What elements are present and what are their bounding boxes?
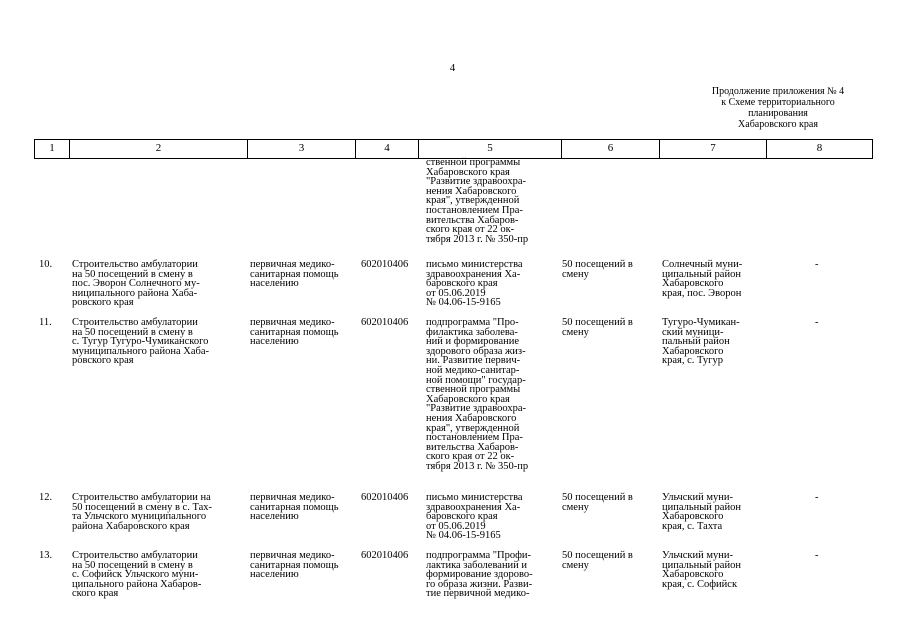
object-basis: письмо министерства здравоохранения Ха- баровского края от 05.06.2019 № 04.06-15-9165 (426, 259, 523, 309)
header-cell: 3 (248, 140, 356, 158)
row-number: 12. (39, 492, 53, 503)
object-location: Солнечный муни- ципальный район Хабаровского края, пос. Эворон (662, 259, 743, 299)
object-code: 602010406 (361, 550, 409, 561)
header-cell: 6 (562, 140, 660, 158)
row-number: 11. (39, 317, 52, 328)
header-cell: 8 (767, 140, 873, 158)
object-type: первичная медико- санитарная помощь населению (250, 317, 339, 348)
object-basis: подпрограмма "Про- филактика заболева- ний и формирование здорового образа жиз- ни. Развитие первич- ной медико-санитар- ной помощи" государ- ственной программы Хабаровского края "Развитие здравоохра- нения Хабаровского края", утвержденной постановлением Пра- вительства Хабаров- ского края от 22 ок- тября 2013 г. № 350-пр (426, 317, 529, 472)
object-capacity: 50 посещений в смену (562, 317, 633, 338)
appendix-line: Хабаровского края (738, 119, 818, 130)
page-number: 4 (449, 62, 456, 74)
object-code: 602010406 (361, 317, 409, 328)
header-cell: 4 (356, 140, 419, 158)
continuation-cell: ственной программы Хабаровского края "Развитие здравоохра- нения Хабаровского края", утвержденной постановлением Пра- вительства Хабаров- ского края от 22 ок- тября 2013 г. № 350-пр (426, 157, 529, 245)
object-type: первичная медико- санитарная помощь населению (250, 492, 339, 523)
object-location: Тугуро-Чумикан- ский муници- пальный район Хабаровского края, с. Тугур (662, 317, 740, 367)
object-extra: - (815, 259, 819, 270)
object-capacity: 50 посещений в смену (562, 550, 633, 571)
object-name: Строительство амбулатории на 50 посещений в смену в пос. Эворон Солнечного му- ниципального района Хаба- ровского края (72, 259, 200, 309)
object-extra: - (815, 492, 819, 503)
object-code: 602010406 (361, 259, 409, 270)
object-code: 602010406 (361, 492, 409, 503)
object-name: Строительство амбулатории на 50 посещений в смену в с. Тугур Тугуро-Чумиканского муниципального района Хаба- ровского края (72, 317, 209, 367)
table-header (34, 139, 873, 159)
row-number: 10. (39, 259, 53, 270)
row-number: 13. (39, 550, 53, 561)
object-type: первичная медико- санитарная помощь населению (250, 550, 339, 581)
object-extra: - (815, 550, 819, 561)
object-location: Ульчский муни- ципальный район Хабаровского края, с. Софийск (662, 550, 741, 590)
appendix-note (690, 86, 866, 130)
object-name: Строительство амбулатории на 50 посещений в смену в с. Тах- та Ульчского муниципального района Хабаровского края (72, 492, 213, 532)
object-basis: письмо министерства здравоохранения Ха- баровского края от 05.06.2019 № 04.06-15-9165 (426, 492, 523, 542)
appendix-line: к Схеме территориального (721, 97, 835, 108)
object-basis: подпрограмма "Профи- лактика заболеваний и формирование здорово- го образа жизни. Разви- тие первичной медико- (426, 550, 533, 600)
appendix-line: Продолжение приложения № 4 (711, 86, 845, 97)
header-cell: 5 (419, 140, 562, 158)
header-cell: 7 (660, 140, 767, 158)
object-extra: - (815, 317, 819, 328)
header-cell: 2 (70, 140, 248, 158)
object-type: первичная медико- санитарная помощь населению (250, 259, 339, 290)
object-location: Ульчский муни- ципальный район Хабаровского края, с. Тахта (662, 492, 741, 532)
header-cell: 1 (35, 140, 70, 158)
appendix-line: планирования (748, 108, 808, 119)
object-capacity: 50 посещений в смену (562, 259, 633, 280)
object-capacity: 50 посещений в смену (562, 492, 633, 513)
object-name: Строительство амбулатории на 50 посещений в смену в с. Софийск Ульчского муни- ципального района Хабаров- ского края (72, 550, 202, 600)
